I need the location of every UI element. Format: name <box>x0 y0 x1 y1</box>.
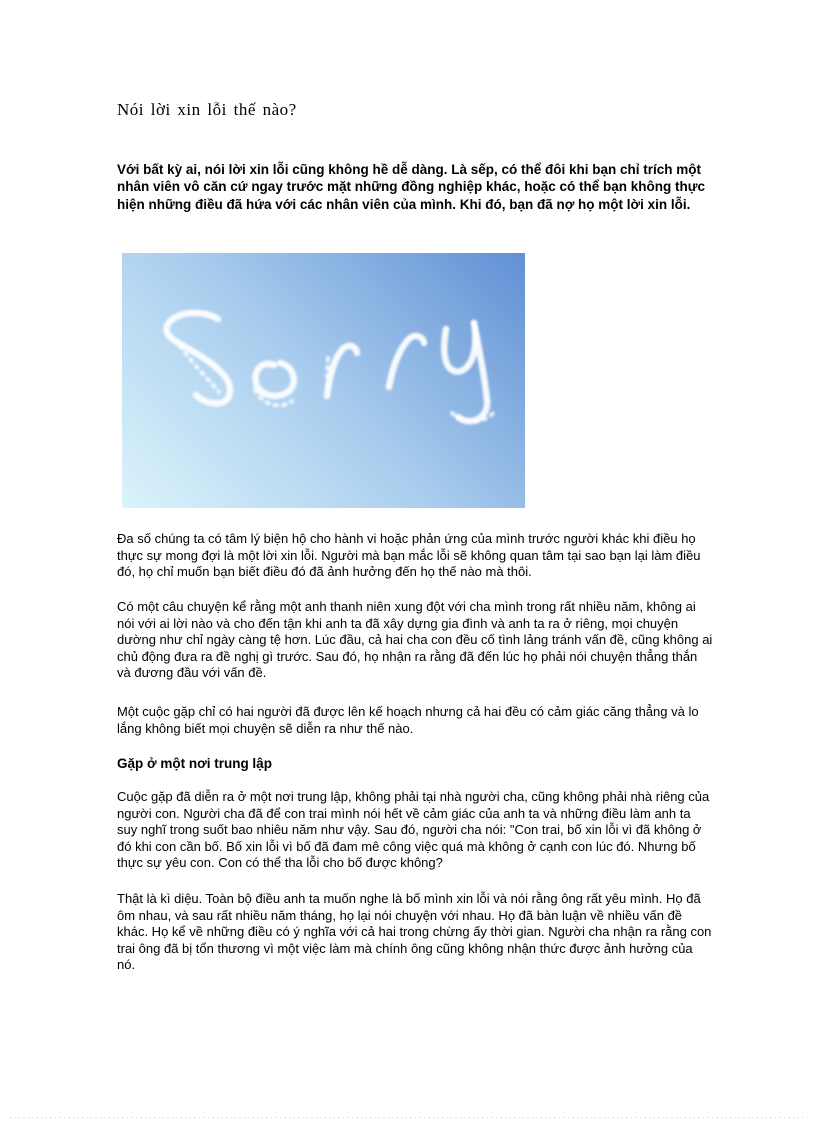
page-boundary-dotted-line <box>10 1117 806 1119</box>
intro-paragraph: Với bất kỳ ai, nói lời xin lỗi cũng không hề dễ dàng. Là sếp, có thể đôi khi bạn chỉ trích một nhân viên vô căn cứ ngay trước mặt những đồng nghiệp khác, hoặc có thể bạn không thực hiện những điều đã hứa với các nhân viên của mình. Khi đó, bạn đã nợ họ một lời xin lỗi. <box>117 162 706 212</box>
paragraph-psychology: Đa số chúng ta có tâm lý biện hộ cho hành vi hoặc phản ứng của mình trước người khác khi điều họ thực sự mong đợi là một lời xin lỗi. Người mà bạn mắc lỗi sẽ không quan tâm tại sao bạn lại làm điều đó, họ chỉ muốn bạn biết điều đó đã ảnh hưởng đến họ thế nào mà thôi. <box>117 531 701 580</box>
paragraph-story: Có một câu chuyện kể rằng một anh thanh niên xung đột với cha mình trong rất nhiều năm, không ai nói với ai lời nào và cho đến tận khi anh ta đã xây dựng gia đình và anh ta ra ở riêng, mọi chuyện dường như chỉ ngày càng tệ hơn. Lúc đầu, cả hai cha con đều cố tình lảng tránh vấn đề, cũng không ai chủ động đưa ra đề nghị gì trước. Sau đó, họ nhận ra rằng đã đến lúc họ phải nói chuyện thẳng thắn và đương đầu với vấn đề. <box>117 599 713 681</box>
section-heading-neutral-place: Gặp ở một nơi trung lập <box>117 756 272 771</box>
paragraph-meeting: Cuộc gặp đã diễn ra ở một nơi trung lập, không phải tại nhà người cha, cũng không phải nhà riêng của người con. Người cha đã để con trai mình nói hết về cảm giác của anh ta và những điều làm anh ta suy nghĩ trong suốt bao nhiêu năm như vậy. Sau đó, người cha nói: "Con trai, bố xin lỗi vì đã không ở đó khi con cần bố. Bố xin lỗi vì bố đã đam mê công việc quá mà không ở cạnh con lúc đó. Nhưng bố thực sự yêu con. Con có thể tha lỗi cho bố được không? <box>117 789 710 871</box>
sorry-skywriting-image <box>122 253 525 508</box>
page-title: Nói lời xin lỗi thế nào? <box>117 100 297 119</box>
letter-y-bowl <box>444 323 475 372</box>
paragraph-miracle: Thật là kì diệu. Toàn bộ điều anh ta muốn nghe là bố mình xin lỗi và nói rằng ông rất yêu mình. Họ đã ôm nhau, và sau rất nhiều năm tháng, họ lại nói chuyện với nhau. Họ đã bàn luận về nhiều vấn đề khác. Họ kể về những điều có ý nghĩa với cả hai trong chừng ấy thời gian. Người cha nhận ra rằng con trai ông đã bị tổn thương vì một việc làm mà chính ông cũng không nhận thức được ảnh hưởng của nó. <box>117 891 712 973</box>
letter-r2 <box>389 336 424 387</box>
paragraph-meeting-plan: Một cuộc gặp chỉ có hai người đã được lên kế hoạch nhưng cả hai đều có cảm giác căng thẳng và lo lắng không biết mọi chuyện sẽ diễn ra như thế nào. <box>117 704 699 736</box>
letter-r1 <box>327 346 357 396</box>
skywriting-sorry-graphic <box>122 253 525 508</box>
letter-o <box>255 363 293 396</box>
cloud-puffs-r <box>327 358 328 390</box>
letter-s <box>166 313 230 403</box>
